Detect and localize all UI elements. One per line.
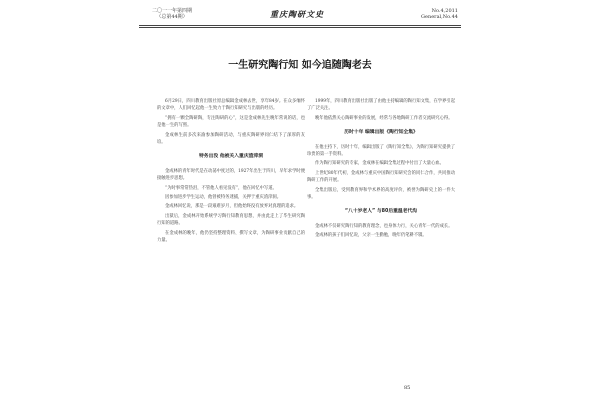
paragraph: 作为陶行知研究的专家，金成林在编辑全集过程中付出了大量心血。: [315, 161, 444, 167]
paragraph: 因参加进步学生运动，他曾被特务逮捕，关押于重庆渣滓洞。: [165, 195, 282, 201]
header-rule-bottom: [139, 27, 461, 28]
header-volume-line1: No.4,2011: [431, 8, 458, 14]
paragraph: 6月29日，四川教育出版社原总编辑金成林去世，享年84岁。在众多缅怀的文章中，人们回忆起他一生致力于陶行知研究与出版的经历。: [157, 99, 305, 112]
paragraph: “为时事常常热泪，不管他人看见没有”，他在回忆中写道。: [165, 185, 277, 191]
section-heading: “八十岁老人” 与80后重温老代沟: [344, 209, 418, 215]
header-volume-line2: General,No.44: [421, 14, 458, 20]
header-rule-top: [139, 25, 461, 26]
section-heading: 特务出没 他被关入重庆渣滓洞: [198, 154, 264, 160]
paragraph: “拥有一颗全陶研陶，专注陶研的心”，这是金成林先生晚年常说的话，也是他一生的写照。: [157, 115, 305, 129]
paragraph: 上世纪80年代初，金成林与重庆中国陶行知研究会的同仁合作，共同推动陶研工作的开展。: [307, 170, 455, 184]
header-issue-info: [137, 8, 207, 20]
paragraph: 在金成林的晚年，他仍坚持整理资料、撰写文章，为陶研事业贡献自己的力量。: [157, 230, 305, 244]
paragraph: 金成林的孩子们回忆说，父亲一生勤勉，晚年仍笔耕不辍。: [315, 233, 427, 239]
paragraph: 出狱后，金成林开始系统学习陶行知教育思想，并由此走上了毕生研究陶行知的道路。: [157, 213, 305, 227]
header-issue-line1: 二〇一一年第四期: [151, 8, 192, 14]
paragraph: 金成林的青年时代是在动荡中度过的，1927年出生于四川，早年求学时便接触进步思想。: [157, 168, 305, 182]
paragraph: 金成林不仅研究陶行知的教育理念，也身体力行，关心青年一代的成长。: [315, 223, 453, 229]
header-issue-line2: （总第44期）: [156, 14, 188, 20]
header-volume-info: [398, 8, 458, 20]
section-heading: 历时十年 编辑出版《陶行知全集》: [344, 130, 418, 136]
article-title: 一生研究陶行知 如今追随陶老去: [228, 60, 372, 71]
paragraph: 全集出版后，受到教育界和学术界的高度评价，被誉为陶研史上的一件大事。: [307, 187, 455, 201]
journal-title: 重庆陶研文史: [270, 9, 324, 19]
right-column: [307, 98, 455, 242]
paragraph: 1999年，四川教育出版社出版了由他主持编辑的陶行知文集，在学界引起了广泛关注。: [307, 99, 455, 112]
paragraph: 在他主持下，历时十年，编辑出版了《陶行知全集》，为陶行知研究提供了珍贵的第一手资料。: [307, 144, 455, 158]
left-column: [157, 98, 305, 247]
paragraph: 金成林回忆说，那是一段艰难岁月，但他始终没有放弃对真理的追求。: [165, 204, 299, 210]
paragraph: 金成林生前多次来渝参加陶研活动，与重庆陶研界同仁结下了深厚的友谊。: [157, 132, 305, 146]
paragraph: 晚年他依然关心陶研事业的发展，经常与各地陶研工作者交流研究心得。: [315, 115, 453, 121]
page-number: 85: [404, 385, 411, 391]
